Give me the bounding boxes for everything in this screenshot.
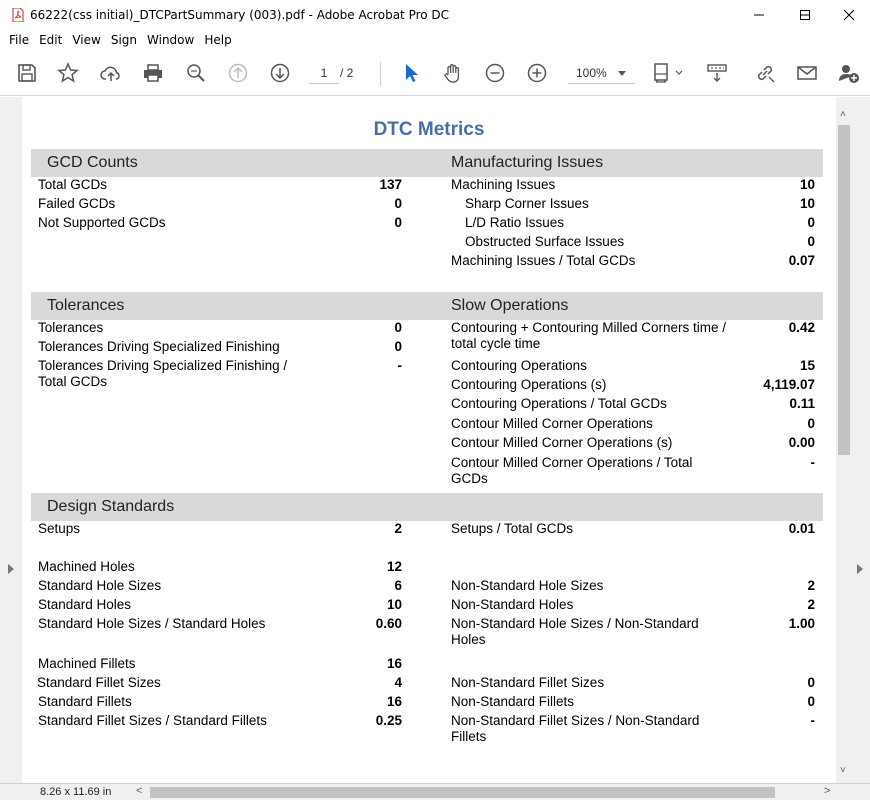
metric-value: 0.25 [375,713,402,728]
menu-window[interactable]: Window [147,33,195,47]
metric-value: 16 [386,694,402,709]
envelope-icon [796,62,818,84]
metric-label: Non-Standard Fillets [451,694,575,709]
metric-value: 10 [386,597,402,612]
metric-value: 0 [394,215,402,230]
close-button[interactable] [826,0,870,30]
metric-label: Machining Issues / Total GCDs [451,253,636,268]
upload-button[interactable] [99,61,123,85]
metric-label: Standard Fillet Sizes / Standard Fillets [38,713,267,728]
metric-value: 0 [807,675,815,690]
metric-label: Standard Holes [38,597,132,612]
menu-bar [0,30,870,50]
metric-value: 0 [807,234,815,249]
metric-label: Contour Milled Corner Operations (s) [451,435,673,450]
metric-label: Failed GCDs [38,196,116,211]
plus-circle-icon [526,62,548,84]
save-button[interactable] [15,61,39,85]
metric-label: Non-Standard Holes [451,597,574,612]
metric-value: 1.00 [788,616,815,631]
metric-label: Tolerances [38,320,104,335]
toolbar [0,50,870,96]
metric-value: 12 [386,559,402,574]
page-total: / 2 [340,66,354,80]
save-icon [16,62,38,84]
metric-label: Machining Issues [451,177,556,192]
metric-label: Standard Fillets [38,694,132,709]
metric-label: Contouring Operations (s) [451,377,607,392]
zoom-search-button[interactable] [184,61,208,85]
metric-label-continued: total cycle time [451,336,541,351]
printer-icon [142,62,164,84]
scroll-right-icon[interactable]: > [824,785,831,797]
select-tool-button[interactable] [399,61,423,85]
document-viewer[interactable] [0,97,870,783]
metric-value: 16 [386,656,402,671]
fit-page-icon [652,62,686,84]
add-user-button[interactable] [837,61,861,85]
metric-value: - [397,358,402,373]
metric-label: Obstructed Surface Issues [465,234,625,249]
metric-value: - [810,455,815,470]
maximize-icon [799,9,811,21]
metric-value: 0 [394,196,402,211]
zoom-level-value: 100% [576,66,607,80]
metric-label-continued: Total GCDs [38,374,108,389]
vertical-scroll-thumb[interactable] [838,125,850,455]
metric-label: Machined Holes [38,559,135,574]
metric-label: Non-Standard Fillet Sizes [451,675,605,690]
metric-value: 0.00 [788,435,815,450]
right-panel-arrow-icon[interactable] [857,564,863,574]
star-icon [57,62,79,84]
metric-value: 0.01 [788,521,815,536]
zoom-out-button[interactable] [483,61,507,85]
metric-value: 2 [394,521,402,536]
page-number-input[interactable]: 1 [310,62,338,84]
metric-value: 2 [807,578,815,593]
scroll-up-icon[interactable]: ˄ [840,109,846,120]
metric-value: 0 [807,694,815,709]
window-title: 66222(css initial)_DTCPartSummary (003).pdf - Adobe Acrobat Pro DC [30,8,450,22]
metric-label: Standard Hole Sizes [38,578,162,593]
horizontal-scroll-thumb[interactable] [150,787,775,798]
status-bar [0,783,870,800]
fit-page-button[interactable] [652,61,686,85]
scroll-mode-button[interactable] [705,61,729,85]
section-header-design-standards: Design Standards [31,493,823,521]
metric-label: Standard Hole Sizes / Standard Holes [38,616,266,631]
add-user-icon [838,62,860,84]
metric-label: Sharp Corner Issues [465,196,589,211]
bookmark-button[interactable] [56,61,80,85]
metric-value: 15 [799,358,815,373]
right-panel-toggle[interactable] [852,97,870,783]
metric-value: 0 [807,215,815,230]
section-header-slow-operations: Slow Operations [435,292,823,320]
cloud-upload-icon [100,62,122,84]
metric-value: - [810,713,815,728]
email-button[interactable] [795,61,819,85]
metric-value: 4,119.07 [763,377,815,392]
metric-value: 0.11 [789,396,815,411]
link-icon [754,62,776,84]
hand-tool-button[interactable] [441,61,465,85]
metric-label: Standard Fillet Sizes [37,675,161,690]
document-title: DTC Metrics [373,119,485,140]
zoom-level-dropdown[interactable] [568,62,634,84]
metric-value: 0.07 [788,253,815,268]
chevron-down-icon [618,71,626,76]
metric-label: Setups [38,521,81,536]
metric-label: Setups / Total GCDs [451,521,574,536]
scroll-left-icon[interactable]: < [136,785,143,797]
share-link-button[interactable] [753,61,777,85]
hand-icon [442,62,464,84]
close-icon [843,9,855,21]
metric-value: 4 [394,675,402,690]
left-panel-toggle[interactable] [0,97,22,783]
menu-help[interactable]: Help [204,33,232,47]
page-size-label: 8.26 x 11.69 in [40,786,112,798]
metric-label: Contouring + Contouring Milled Corners time / [451,320,727,335]
pdf-page [22,97,836,783]
metric-label: Contouring Operations [451,358,587,373]
metric-value: 10 [799,177,815,192]
cursor-arrow-icon [400,62,422,84]
menu-view[interactable]: View [72,33,101,47]
maximize-button[interactable] [782,0,828,30]
metric-label: Total GCDs [38,177,108,192]
menu-file[interactable]: File [9,33,30,47]
next-page-button[interactable] [268,61,292,85]
scroll-down-icon[interactable]: ˅ [840,765,846,776]
keyboard-scroll-icon [706,62,728,84]
arrow-up-circle-icon [227,62,249,84]
metric-label: Contouring Operations / Total GCDs [451,396,667,411]
metric-label: L/D Ratio Issues [465,215,565,230]
title-bar [0,0,870,30]
previous-page-button[interactable] [226,61,250,85]
zoom-in-button[interactable] [525,61,549,85]
metric-value: 0.60 [375,616,402,631]
metric-label-continued: Holes [451,632,486,647]
metric-label: Machined Fillets [38,656,136,671]
metric-value: 0 [394,320,402,335]
metric-label: Not Supported GCDs [38,215,166,230]
menu-edit[interactable]: Edit [39,33,63,47]
arrow-down-circle-icon [269,62,291,84]
section-header-tolerances: Tolerances [31,292,435,320]
metric-value: 6 [394,578,402,593]
metric-value: 0 [394,339,402,354]
section-header-manufacturing-issues: Manufacturing Issues [435,149,823,177]
pdf-file-icon [12,8,24,22]
section-header-gcd-counts: GCD Counts [31,149,435,177]
metric-value: 0.42 [788,320,815,335]
metric-label: Tolerances Driving Specialized Finishing / [38,358,288,373]
metric-label-continued: GCDs [451,471,488,486]
print-button[interactable] [141,61,165,85]
metric-label: Non-Standard Fillet Sizes / Non-Standard [451,713,700,728]
metric-label: Tolerances Driving Specialized Finishing [38,339,280,354]
minus-circle-icon [484,62,506,84]
menu-sign[interactable]: Sign [110,33,138,47]
metric-label: Non-Standard Hole Sizes [451,578,604,593]
minimize-button[interactable] [736,0,782,30]
metric-value: 0 [807,416,815,431]
toolbar-divider [380,62,381,86]
metric-label: Contour Milled Corner Operations [451,416,653,431]
magnifier-icon [185,62,207,84]
metric-value: 10 [799,196,815,211]
minimize-icon [753,9,765,21]
metric-value: 137 [379,177,402,192]
metric-label: Non-Standard Hole Sizes / Non-Standard [451,616,699,631]
metric-label-continued: Fillets [451,729,487,744]
metric-value: 2 [807,597,815,612]
metric-label: Contour Milled Corner Operations / Total [451,455,693,470]
left-panel-arrow-icon[interactable] [8,564,14,574]
